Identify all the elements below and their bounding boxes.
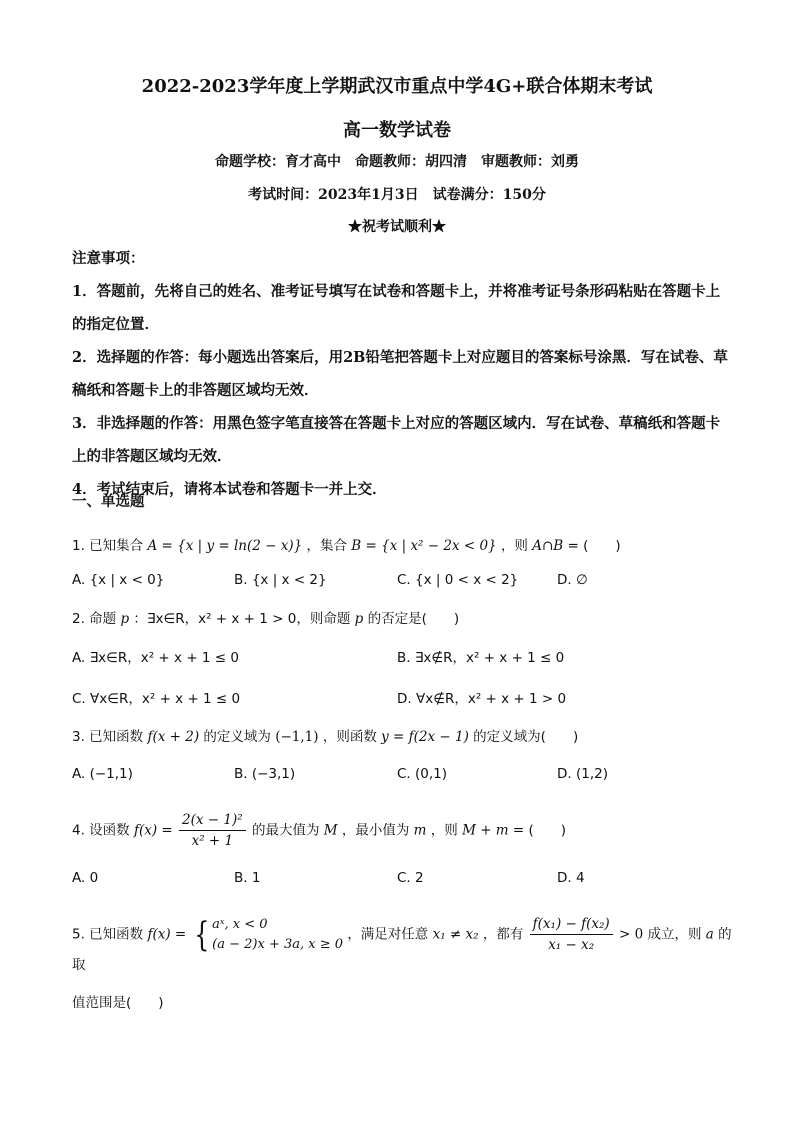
notice-item-1: 1．答题前，先将自己的姓名、准考证号填写在试卷和答题卡上，并将准考证号条形码粘贴在答题卡上的指定位置． xyxy=(72,283,721,333)
q5-gt: > 0 xyxy=(618,926,644,943)
q3-func-2: y = f(2x − 1) xyxy=(381,729,469,745)
q4-option-a: A. 0 xyxy=(72,870,99,886)
q4-sum: M + m = xyxy=(462,822,525,839)
q4-option-b: B. 1 xyxy=(234,870,261,886)
q1-set-a: A = {x | y = ln(2 − x)} xyxy=(147,538,303,554)
q3-option-d: D. (1,2) xyxy=(557,766,608,782)
section-title: 一、单选题 xyxy=(72,493,145,510)
q2-p-2: p xyxy=(354,611,364,627)
q4-stem-c: ，最小值为 xyxy=(341,822,410,839)
q5-case-1: aˣ, x < 0 xyxy=(212,916,268,932)
question-3 xyxy=(72,727,732,747)
notice-block xyxy=(72,242,732,506)
question-5 xyxy=(72,914,732,1013)
q3-stem-a: 3. 已知函数 xyxy=(72,729,144,745)
q2-option-d: D. ∀x∉R，x² + x + 1 > 0 xyxy=(397,691,567,707)
q4-stem-d: ，则 xyxy=(430,822,458,839)
exam-authors: 命题学校：育才高中 命题教师：胡四清 审题教师：刘勇 xyxy=(215,154,579,170)
notice-item-4: 4．考试结束后，请将本试卷和答题卡一并上交． xyxy=(72,481,387,498)
q5-stem-f: 值范围是( ) xyxy=(72,995,164,1011)
q2-stem-c: 的否定是( ) xyxy=(367,611,460,627)
notice-item-3: 3．非选择题的作答：用黑色签字笔直接答在答题卡上对应的答题区域内．写在试卷、草稿纸和答题卡上的非答题区域均无效． xyxy=(72,415,721,465)
q2-option-b: B. ∃x∉R，x² + x + 1 ≤ 0 xyxy=(397,650,565,666)
q5-case-2: (a − 2)x + 3a, x ≥ 0 xyxy=(212,936,344,952)
q5-stem-b: ，满足对任意 xyxy=(347,926,429,943)
q1-stem-b: ，集合 xyxy=(306,538,347,554)
notice-heading: 注意事项： xyxy=(72,250,145,267)
q5-stem-e: 的取 xyxy=(72,926,732,973)
q1-option-c: C. {x | 0 < x < 2} xyxy=(397,572,519,588)
q1-option-a: A. {x | x < 0} xyxy=(72,572,165,588)
q4-denominator: x² + 1 xyxy=(191,833,234,849)
exam-title: 2022-2023学年度上学期武汉市重点中学4G+联合体期末考试 xyxy=(141,76,653,97)
left-brace-icon: { xyxy=(193,914,209,955)
q5-stem-c: ，都有 xyxy=(482,926,524,943)
exam-wish: ★祝考试顺利★ xyxy=(348,219,446,235)
q5-piecewise xyxy=(191,915,344,955)
q3-stem-d: 的定义域为( ) xyxy=(473,729,579,745)
q5-stem-a: 5. 已知函数 xyxy=(72,926,144,943)
q5-stem-d: 成立，则 xyxy=(647,926,702,943)
q2-p-1: p xyxy=(120,611,130,627)
question-1 xyxy=(72,536,732,556)
q3-option-a: A. (−1,1) xyxy=(72,766,133,782)
notice-item-2: 2．选择题的作答：每小题选出答案后，用2B铅笔把答题卡上对应题目的答案标号涂黑．写在试卷、草稿纸和答题卡上的非答题区域均无效． xyxy=(72,349,728,399)
q2-option-c: C. ∀x∈R，x² + x + 1 ≤ 0 xyxy=(72,691,241,707)
q4-fraction xyxy=(179,810,246,851)
q1-intersection: A∩B xyxy=(532,538,564,554)
q1-option-d: D. ∅ xyxy=(557,572,588,588)
q4-stem-e: ( ) xyxy=(528,822,567,839)
q1-stem-c: ，则 xyxy=(500,538,528,554)
exam-info: 考试时间：2023年1月3日 试卷满分：150分 xyxy=(248,187,546,203)
q3-stem-c: ，则函数 xyxy=(322,729,377,745)
q5-cond: x₁ ≠ x₂ xyxy=(432,926,479,943)
q5-a: a xyxy=(705,926,714,943)
question-2 xyxy=(72,609,732,629)
q4-min: m xyxy=(413,822,427,839)
q5-numerator: f(x₁) − f(x₂) xyxy=(530,914,613,935)
q3-func-1: f(x + 2) xyxy=(147,729,200,745)
q2-option-a: A. ∃x∈R，x² + x + 1 ≤ 0 xyxy=(72,650,239,666)
exam-subtitle: 高一数学试卷 xyxy=(343,120,451,141)
question-4 xyxy=(72,810,732,851)
q5-fraction xyxy=(530,914,613,955)
q5-denominator: x₁ − x₂ xyxy=(548,937,595,953)
q3-option-b: B. (−3,1) xyxy=(234,766,296,782)
q4-stem-a: 4. 设函数 xyxy=(72,822,130,839)
q1-stem-a: 1. 已知集合 xyxy=(72,538,144,554)
q4-stem-b: 的最大值为 xyxy=(251,822,320,839)
q3-stem-b: 的定义域为 xyxy=(203,729,271,745)
q5-func: f(x) = xyxy=(147,926,187,943)
q2-stem-b: ：∃x∈R，x² + x + 1 > 0，则命题 xyxy=(133,611,351,627)
q5-cases xyxy=(212,915,343,955)
q4-max: M xyxy=(323,822,338,839)
q4-numerator: 2(x − 1)² xyxy=(179,810,246,831)
q4-option-d: D. 4 xyxy=(557,870,585,886)
q1-stem-d: = ( ) xyxy=(567,538,621,554)
q2-stem-a: 2. 命题 xyxy=(72,611,117,627)
q3-interval: (−1,1) xyxy=(275,729,319,745)
q4-func: f(x) = xyxy=(133,822,173,839)
q4-option-c: C. 2 xyxy=(397,870,424,886)
q1-option-b: B. {x | x < 2} xyxy=(234,572,327,588)
q3-option-c: C. (0,1) xyxy=(397,766,448,782)
q1-set-b: B = {x | x² − 2x < 0} xyxy=(351,538,497,554)
